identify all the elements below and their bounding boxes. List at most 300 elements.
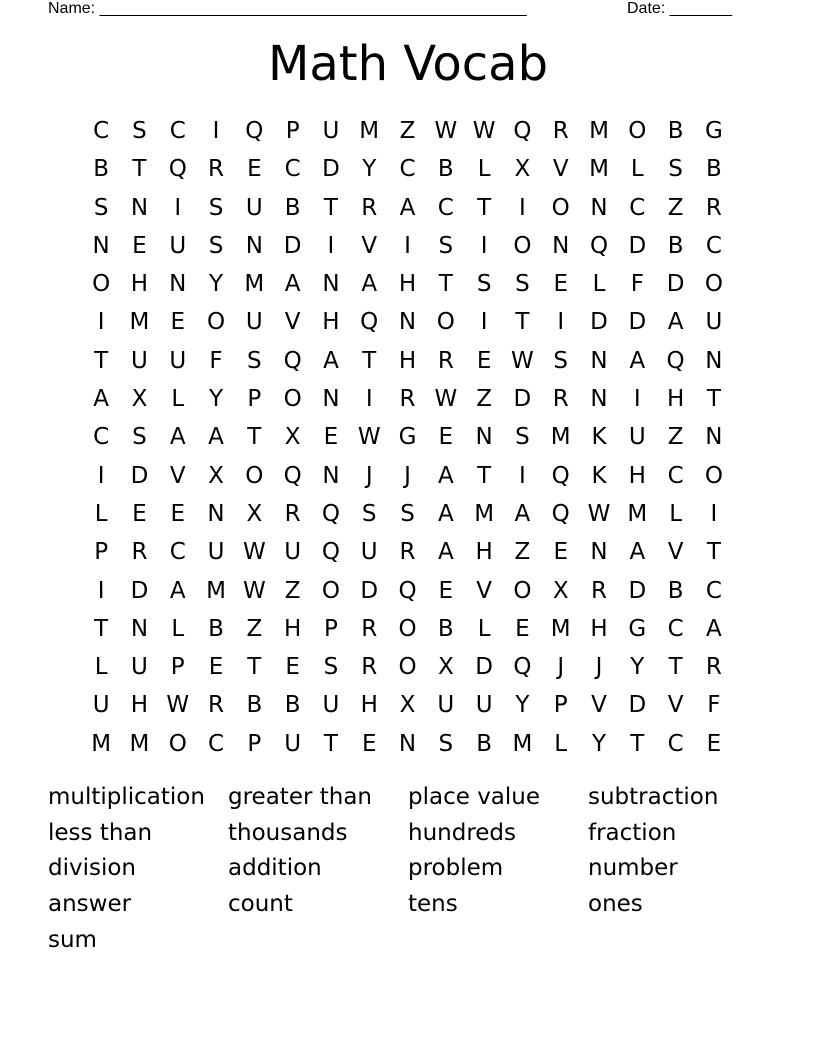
grid-cell: G — [628, 615, 647, 642]
grid-cell: R — [361, 194, 378, 221]
grid-cell: I — [174, 194, 182, 221]
grid-cell: B — [437, 156, 454, 183]
grid-cell: A — [169, 577, 186, 604]
grid-cell: C — [437, 194, 454, 221]
grid-cell: N — [322, 386, 340, 413]
grid-cell: A — [437, 500, 454, 527]
grid-cell: Q — [513, 118, 532, 144]
grid-cell: M — [589, 156, 609, 183]
grid-cell: X — [514, 156, 531, 183]
grid-cell: L — [477, 156, 491, 183]
grid-cell: L — [669, 500, 683, 527]
grid-cell: O — [513, 577, 532, 604]
word-list-item: sum — [48, 926, 97, 953]
grid-cell: N — [92, 232, 110, 259]
grid-cell: O — [436, 309, 455, 336]
grid-cell: S — [476, 271, 492, 298]
grid-cell: P — [247, 386, 262, 413]
grid-cell: O — [513, 232, 532, 259]
grid-cell: S — [323, 654, 339, 681]
grid-cell: R — [705, 194, 722, 221]
grid-cell: B — [246, 692, 263, 719]
grid-cell: S — [93, 194, 109, 221]
grid-cell: P — [285, 118, 300, 144]
word-list-item: place value — [408, 784, 541, 810]
grid-cell: D — [130, 577, 149, 604]
grid-cell: V — [284, 309, 301, 336]
grid-cell: N — [590, 347, 608, 374]
grid-cell: H — [398, 347, 417, 374]
grid-cell: D — [628, 309, 647, 336]
grid-cell: E — [208, 654, 224, 681]
grid-cell: Q — [551, 462, 570, 489]
grid-cell: O — [92, 271, 111, 298]
grid-cell: C — [93, 118, 110, 144]
grid-cell: U — [322, 692, 340, 719]
grid-cell: A — [706, 615, 722, 642]
grid-cell: N — [130, 194, 149, 221]
grid-cell: X — [437, 654, 454, 681]
grid-cell: M — [91, 730, 112, 757]
grid-cell: Q — [168, 156, 187, 183]
grid-cell: D — [475, 654, 493, 681]
grid-cell: H — [590, 615, 608, 642]
grid-cell: S — [438, 232, 454, 259]
word-list-item: greater than — [228, 784, 372, 810]
grid-cell: H — [130, 692, 149, 719]
grid-cell: W — [434, 118, 458, 144]
grid-cell: N — [590, 194, 608, 221]
grid-cell: C — [208, 730, 225, 757]
grid-cell: Q — [283, 347, 302, 374]
grid-cell: Y — [362, 156, 377, 183]
grid-cell: M — [627, 500, 648, 527]
grid-cell: E — [438, 577, 454, 604]
grid-cell: A — [399, 194, 416, 221]
grid-cell: U — [169, 232, 187, 259]
grid-cell: R — [591, 577, 607, 604]
grid-cell: M — [206, 577, 226, 604]
grid-cell: K — [591, 462, 607, 489]
grid-cell: L — [630, 156, 644, 183]
grid-cell: Y — [630, 654, 645, 681]
grid-cell: K — [591, 424, 607, 451]
grid-cell: B — [667, 232, 684, 259]
grid-cell: G — [398, 424, 417, 451]
grid-cell: C — [169, 118, 186, 144]
grid-cell: T — [247, 654, 262, 681]
grid-cell: U — [705, 309, 723, 336]
grid-cell: V — [361, 232, 378, 259]
word-list-item: thousands — [228, 819, 348, 846]
grid-cell: B — [667, 118, 684, 144]
grid-cell: I — [480, 232, 488, 259]
grid-cell: T — [515, 309, 530, 336]
word-list-item: tens — [408, 891, 458, 918]
grid-cell: Q — [513, 654, 532, 681]
grid-cell: I — [327, 232, 335, 259]
grid-cell: B — [476, 730, 492, 757]
grid-cell: T — [323, 194, 338, 221]
grid-cell: E — [132, 500, 147, 527]
grid-cell: B — [284, 194, 301, 221]
word-list-item: problem — [408, 855, 504, 882]
grid-cell: U — [475, 692, 493, 719]
grid-cell: C — [667, 462, 684, 489]
grid-cell: V — [476, 577, 492, 604]
grid-cell: S — [515, 271, 530, 298]
grid-cell: Q — [589, 232, 609, 259]
grid-cell: W — [511, 347, 534, 374]
grid-cell: A — [514, 500, 531, 527]
grid-cell: Z — [284, 577, 301, 604]
grid-cell: D — [360, 577, 379, 604]
grid-cell: I — [519, 194, 526, 221]
grid-cell: H — [360, 692, 378, 719]
grid-cell: S — [132, 424, 147, 451]
grid-cell: R — [399, 539, 416, 566]
grid-cell: N — [398, 730, 417, 757]
grid-cell: E — [706, 730, 722, 757]
grid-cell: Q — [398, 577, 417, 604]
grid-cell: O — [398, 615, 417, 642]
grid-cell: T — [247, 424, 262, 451]
grid-cell: B — [437, 615, 454, 642]
grid-cell: L — [477, 615, 491, 642]
grid-cell: Q — [551, 500, 570, 527]
grid-cell: N — [552, 232, 570, 259]
grid-cell: V — [169, 462, 186, 489]
grid-cell: Z — [399, 118, 416, 144]
grid-cell: D — [513, 386, 532, 413]
grid-cell: G — [704, 118, 723, 144]
grid-cell: R — [399, 386, 416, 413]
grid-cell: J — [557, 654, 565, 681]
grid-cell: A — [93, 386, 110, 413]
grid-cell: Y — [209, 386, 224, 413]
grid-cell: P — [170, 654, 185, 681]
grid-cell: O — [283, 386, 302, 413]
grid-cell: R — [552, 118, 569, 144]
grid-cell: X — [131, 386, 148, 413]
grid-cell: M — [129, 730, 150, 757]
grid-cell: O — [704, 271, 723, 298]
grid-cell: B — [284, 692, 301, 719]
grid-cell: N — [475, 424, 493, 451]
grid-cell: T — [132, 156, 147, 183]
grid-cell: Q — [360, 309, 379, 336]
grid-cell: A — [361, 271, 378, 298]
word-search-grid — [82, 112, 733, 763]
grid-cell: A — [667, 309, 684, 336]
grid-cell: L — [171, 615, 185, 642]
grid-cell: P — [247, 730, 262, 757]
grid-cell: D — [628, 577, 647, 604]
grid-cell: I — [633, 386, 641, 413]
header — [0, 0, 816, 22]
grid-cell: E — [247, 156, 262, 183]
grid-cell: U — [207, 539, 225, 566]
grid-cell: M — [589, 118, 609, 144]
grid-cell: L — [554, 730, 568, 757]
grid-cell: R — [284, 500, 301, 527]
grid-cell: N — [169, 271, 187, 298]
grid-cell: H — [398, 271, 417, 298]
grid-cell: T — [323, 730, 338, 757]
grid-cell: Z — [514, 539, 531, 566]
grid-cell: J — [365, 462, 373, 489]
grid-cell: S — [400, 500, 415, 527]
grid-cell: E — [438, 424, 454, 451]
word-list-item: fraction — [588, 819, 677, 846]
grid-cell: Q — [321, 539, 340, 566]
grid-cell: E — [515, 615, 530, 642]
grid-cell: W — [434, 386, 458, 413]
date-field[interactable]: Date: _______ — [627, 0, 732, 17]
grid-cell: J — [595, 654, 603, 681]
grid-cell: Q — [666, 347, 685, 374]
grid-cell: T — [477, 194, 492, 221]
grid-cell: U — [322, 118, 340, 144]
grid-cell: P — [323, 615, 338, 642]
grid-cell: D — [628, 232, 647, 259]
grid-cell: T — [706, 386, 721, 413]
grid-cell: U — [131, 347, 148, 374]
grid-cell: W — [166, 692, 190, 719]
grid-cell: E — [553, 271, 568, 298]
word-list-item: less than — [48, 819, 153, 846]
grid-cell: D — [628, 692, 647, 719]
grid-cell: O — [321, 577, 340, 604]
grid-cell: T — [706, 539, 721, 566]
grid-cell: E — [553, 539, 568, 566]
grid-cell: A — [208, 424, 224, 451]
grid-cell: C — [629, 194, 646, 221]
grid-cell: C — [667, 615, 684, 642]
grid-cell: C — [93, 424, 110, 451]
word-list-item: count — [228, 891, 293, 918]
grid-cell: E — [285, 654, 300, 681]
grid-cell: A — [629, 539, 646, 566]
grid-cell: C — [284, 156, 301, 183]
grid-cell: E — [170, 500, 186, 527]
grid-cell: X — [246, 500, 263, 527]
grid-cell: U — [92, 692, 110, 719]
grid-cell: H — [130, 271, 149, 298]
grid-cell: U — [284, 730, 302, 757]
grid-cell: M — [512, 730, 533, 757]
grid-cell: O — [551, 194, 570, 221]
grid-cell: U — [169, 347, 187, 374]
grid-cell: Y — [209, 271, 224, 298]
grid-cell: S — [208, 194, 224, 221]
word-list-item: answer — [48, 891, 132, 918]
grid-cell: I — [97, 462, 105, 489]
grid-cell: I — [519, 462, 526, 489]
grid-cell: E — [323, 424, 339, 451]
grid-cell: Q — [321, 500, 340, 527]
page-title: Math Vocab — [267, 36, 549, 92]
grid-cell: N — [398, 309, 417, 336]
grid-cell: C — [399, 156, 416, 183]
grid-cell: S — [438, 730, 454, 757]
word-list-item: ones — [588, 891, 643, 918]
grid-cell: I — [212, 118, 220, 144]
grid-cell: W — [242, 539, 266, 566]
grid-cell: M — [244, 271, 265, 298]
grid-cell: V — [591, 692, 607, 719]
grid-cell: B — [208, 615, 224, 642]
grid-cell: E — [132, 232, 147, 259]
word-list — [48, 780, 768, 958]
grid-cell: S — [247, 347, 262, 374]
grid-cell: I — [557, 309, 565, 336]
grid-cell: V — [552, 156, 569, 183]
grid-cell: M — [359, 118, 380, 144]
grid-cell: U — [360, 539, 378, 566]
grid-cell: W — [472, 118, 496, 144]
name-field[interactable]: Name: ________________________________________________ — [48, 0, 527, 17]
grid-cell: R — [208, 156, 225, 183]
grid-cell: O — [628, 118, 647, 144]
word-list-item: addition — [228, 855, 322, 882]
grid-cell: S — [132, 118, 147, 144]
grid-cell: N — [705, 424, 723, 451]
grid-cell: L — [592, 271, 606, 298]
grid-cell: X — [399, 692, 416, 719]
grid-cell: T — [94, 347, 109, 374]
grid-cell: Q — [283, 462, 302, 489]
grid-cell: A — [437, 539, 454, 566]
grid-cell: P — [553, 692, 568, 719]
grid-cell: M — [550, 615, 571, 642]
grid-cell: Z — [246, 615, 263, 642]
grid-cell: C — [705, 577, 722, 604]
grid-cell: E — [476, 347, 492, 374]
grid-cell: N — [207, 500, 225, 527]
grid-cell: O — [398, 654, 417, 681]
grid-cell: S — [668, 156, 683, 183]
grid-cell: N — [705, 347, 723, 374]
grid-cell: T — [438, 271, 453, 298]
grid-cell: T — [477, 462, 492, 489]
grid-cell: R — [552, 386, 569, 413]
grid-cell: R — [705, 654, 722, 681]
grid-cell: A — [629, 347, 646, 374]
grid-cell: E — [361, 730, 377, 757]
grid-cell: B — [667, 577, 684, 604]
grid-cell: E — [170, 309, 186, 336]
grid-cell: L — [171, 386, 185, 413]
grid-cell: H — [283, 615, 302, 642]
grid-cell: T — [668, 654, 683, 681]
grid-cell: D — [130, 462, 149, 489]
grid-cell: A — [437, 462, 454, 489]
grid-cell: T — [94, 615, 109, 642]
word-list-item: division — [48, 855, 137, 882]
grid-cell: H — [628, 462, 646, 489]
grid-cell: R — [208, 692, 225, 719]
grid-cell: D — [590, 309, 608, 336]
grid-cell: N — [590, 386, 608, 413]
grid-cell: S — [515, 424, 530, 451]
grid-cell: X — [552, 577, 569, 604]
grid-cell: N — [322, 271, 340, 298]
grid-cell: C — [667, 730, 684, 757]
grid-cell: I — [480, 309, 488, 336]
grid-cell: C — [169, 539, 186, 566]
grid-cell: D — [322, 156, 340, 183]
grid-cell: R — [361, 654, 378, 681]
grid-cell: Q — [245, 118, 264, 144]
grid-cell: M — [550, 424, 571, 451]
grid-cell: B — [93, 156, 110, 183]
grid-cell: X — [284, 424, 301, 451]
grid-cell: R — [361, 615, 378, 642]
grid-cell: L — [94, 654, 108, 681]
grid-cell: D — [666, 271, 685, 298]
grid-cell: I — [97, 577, 105, 604]
grid-cell: H — [666, 386, 685, 413]
grid-cell: F — [707, 692, 721, 719]
grid-cell: Y — [591, 730, 607, 757]
grid-cell: T — [630, 730, 645, 757]
grid-cell: I — [710, 500, 718, 527]
grid-cell: A — [169, 424, 186, 451]
grid-cell: P — [94, 539, 109, 566]
grid-cell: V — [667, 692, 684, 719]
grid-cell: F — [630, 271, 644, 298]
grid-cell: U — [245, 309, 263, 336]
grid-cell: O — [245, 462, 264, 489]
grid-cell: U — [628, 424, 646, 451]
grid-cell: N — [245, 232, 263, 259]
grid-cell: O — [206, 309, 226, 336]
grid-cell: I — [404, 232, 411, 259]
grid-cell: R — [131, 539, 148, 566]
grid-cell: M — [474, 500, 495, 527]
word-list-item: number — [588, 855, 678, 882]
grid-cell: M — [129, 309, 150, 336]
grid-cell: H — [475, 539, 493, 566]
grid-cell: W — [242, 577, 266, 604]
grid-cell: X — [208, 462, 224, 489]
grid-cell: F — [209, 347, 223, 374]
grid-cell: N — [590, 539, 608, 566]
grid-cell: A — [284, 271, 301, 298]
grid-cell: B — [706, 156, 722, 183]
grid-cell: Z — [667, 194, 684, 221]
grid-cell: U — [284, 539, 302, 566]
word-list-item: multiplication — [48, 784, 205, 810]
grid-cell: Z — [476, 386, 492, 413]
grid-cell: W — [357, 424, 381, 451]
grid-cell: R — [437, 347, 454, 374]
grid-cell: S — [361, 500, 377, 527]
word-list-item: subtraction — [588, 784, 719, 810]
grid-cell: Y — [515, 692, 530, 719]
word-list-item: hundreds — [408, 819, 517, 846]
grid-cell: W — [587, 500, 611, 527]
grid-cell: L — [94, 500, 108, 527]
grid-cell: S — [553, 347, 569, 374]
grid-cell: C — [705, 232, 722, 259]
grid-cell: J — [404, 462, 411, 489]
grid-cell: U — [245, 194, 263, 221]
grid-cell: D — [283, 232, 302, 259]
grid-cell: U — [131, 654, 148, 681]
grid-cell: U — [437, 692, 455, 719]
